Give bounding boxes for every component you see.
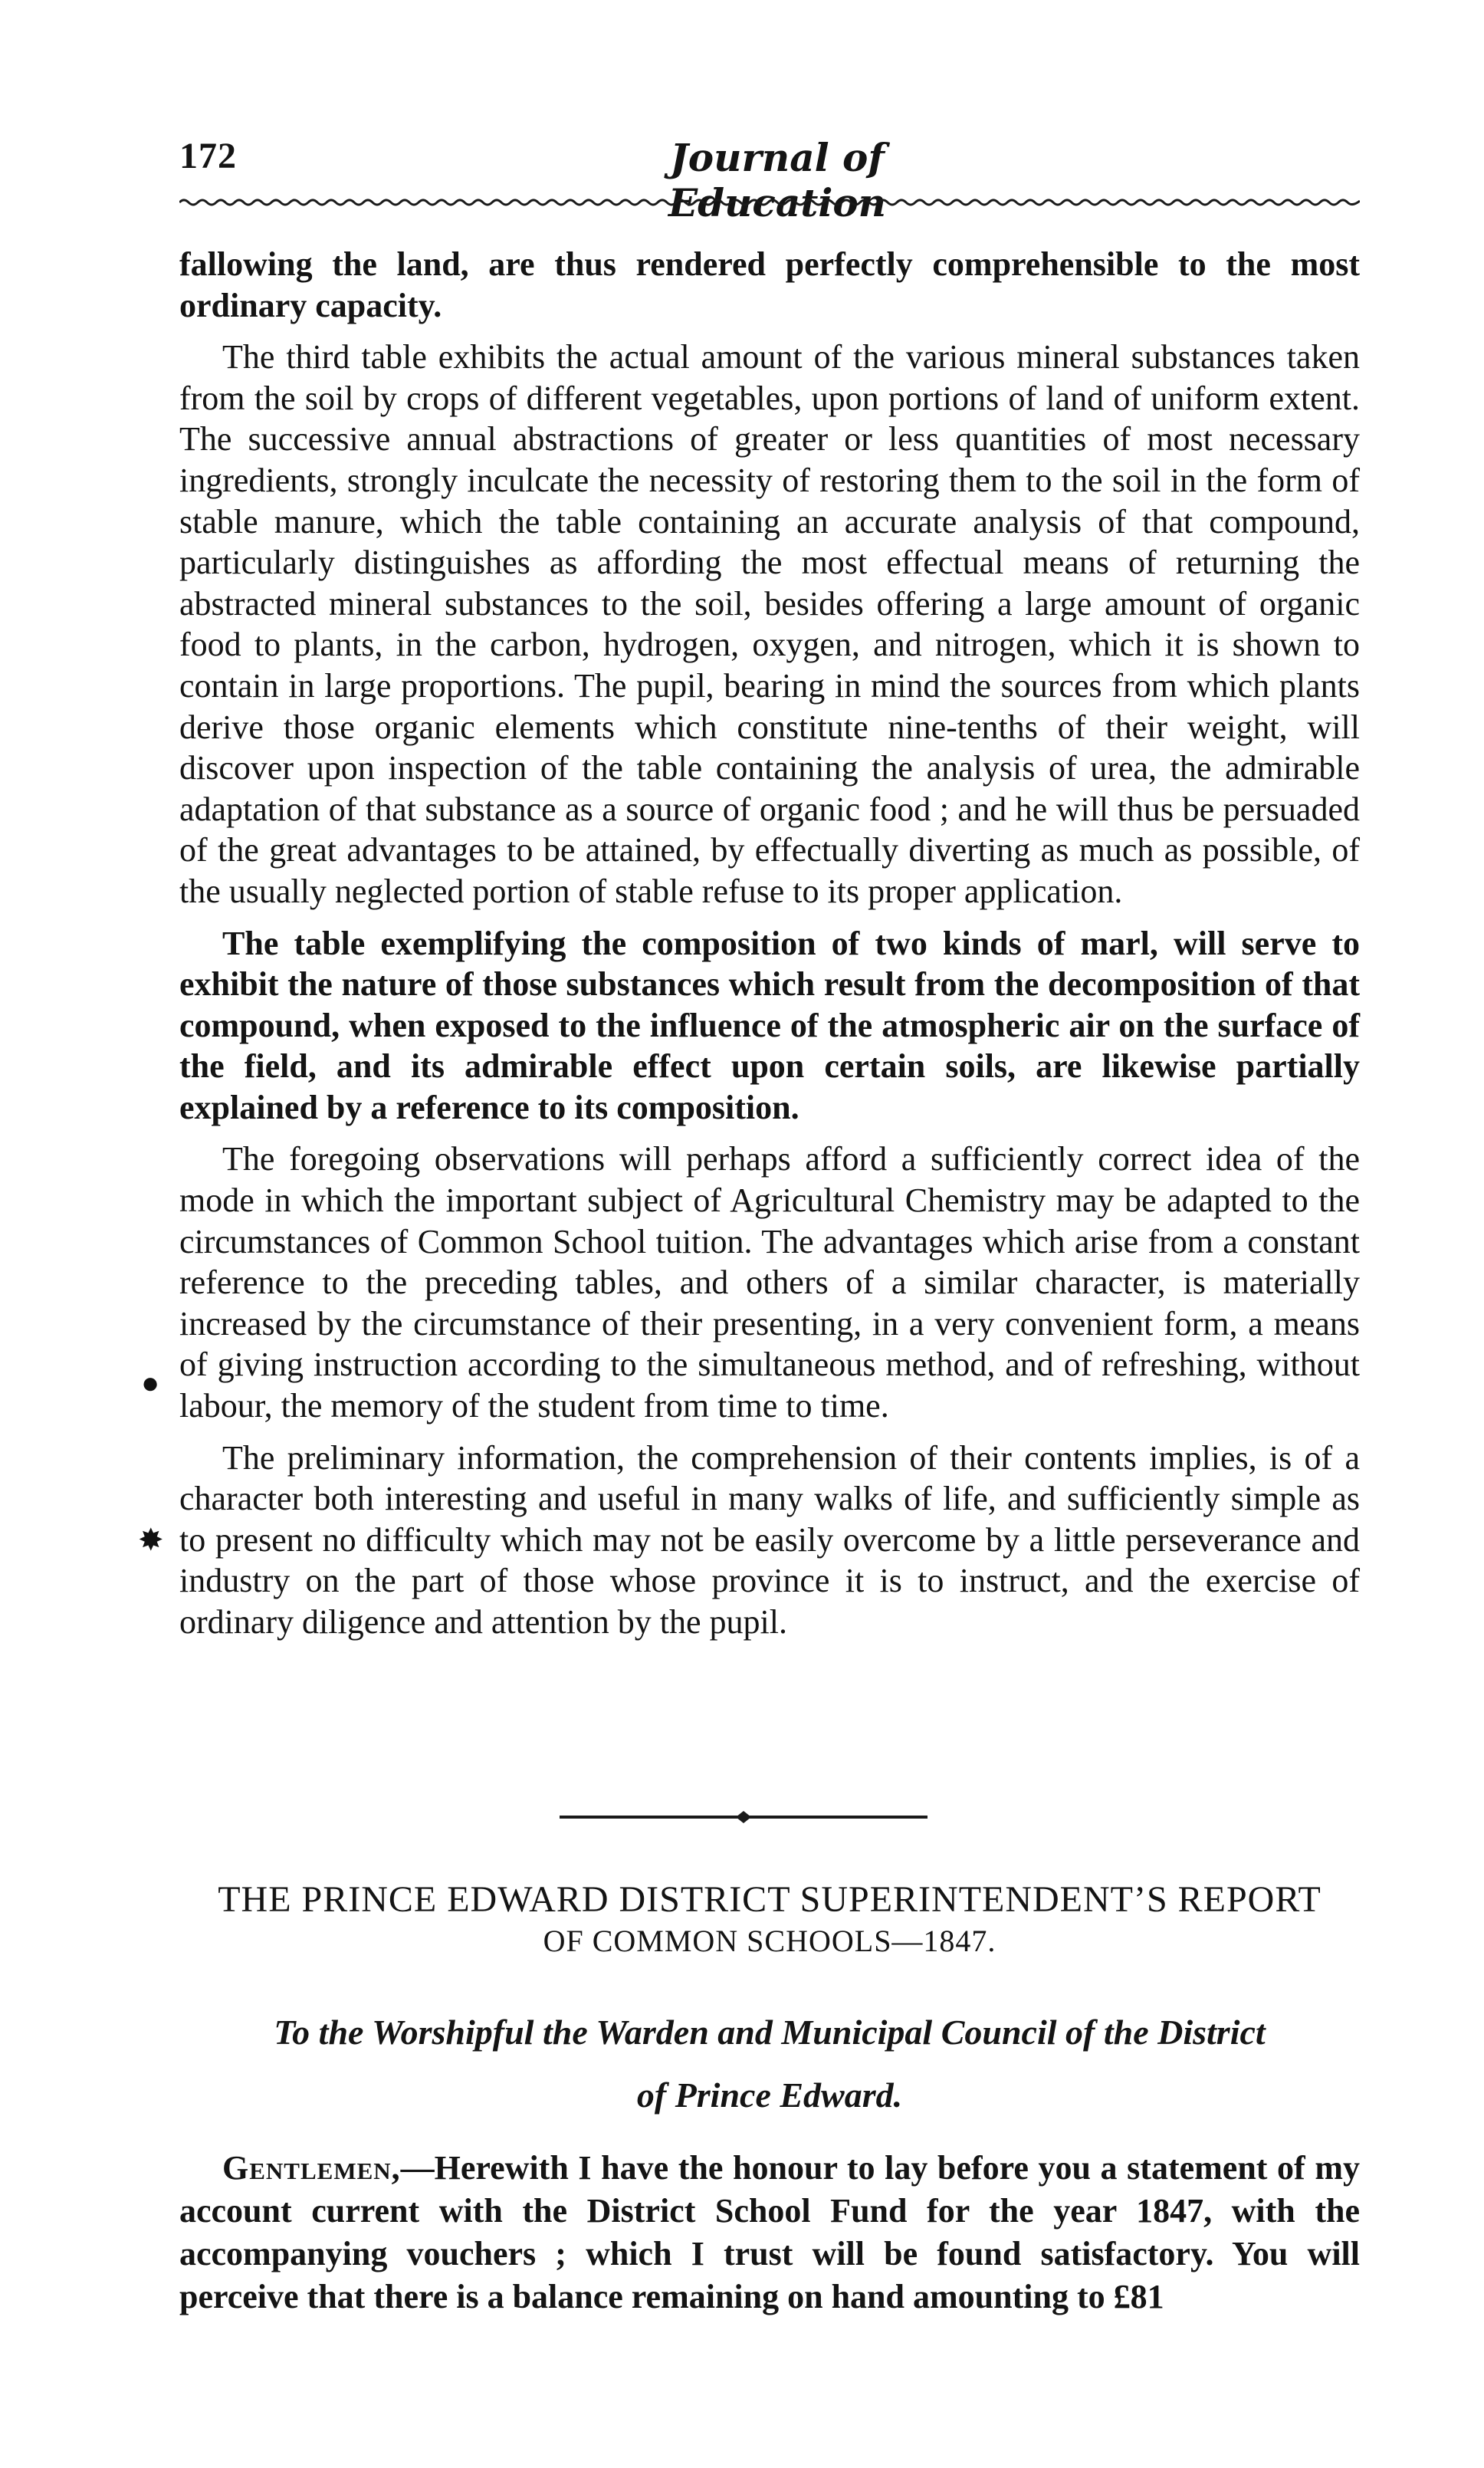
address-line-1: To the Worshipful the Warden and Municipal Council of the District [274, 2013, 1266, 2052]
article-body [179, 244, 1360, 1643]
report-title: THE PRINCE EDWARD DISTRICT SUPERINTENDENT’S REPORT [218, 1879, 1321, 1920]
letter-text: —Herewith I have the honour to lay before you a statement of my account current with the District School Fund for the year 1847, with the accompanying vouchers ; which I trust will be found satisfactory. You will perceive that there is a balance remaining on hand amounting to £81 [179, 2149, 1360, 2315]
ornamental-divider [560, 1809, 927, 1825]
address-line-2: of Prince Edward. [636, 2075, 903, 2115]
report-heading [179, 1878, 1360, 1961]
report-subtitle: OF COMMON SCHOOLS—1847. [543, 1924, 996, 1958]
article-paragraph-2: The third table exhibits the actual amount of the various mineral substances taken from the soil by crops of different vegetables, upon portions of land of uniform extent. The successive annual abstractions of greater or less quantities of most necessary ingredients, strongly inculcate the necessity of restoring them to the soil in the form of stable manure, which the table containing an accurate analysis of that compound, particularly distinguishes as affording the most effectual means of returning the abstracted mineral substances to the soil, besides offering a large amount of organic food to plants, in the carbon, hydrogen, oxygen, and nitrogen, which it is shown to contain in large proportions. The pupil, bearing in mind the sources from which plants derive those organic elements which constitute nine-tenths of their weight, will discover upon inspection of the table containing the analysis of urea, the admirable adaptation of that substance as a source of organic food ; and he will thus be persuaded of the great advantages to be attained, by effectually diverting as much as possible, of the usually neglected portion of stable refuse to its proper application. [179, 338, 1360, 910]
running-head [179, 135, 1360, 225]
article-paragraph-1: fallowing the land, are thus rendered perfectly comprehensible to the most ordinary capacity. [179, 245, 1360, 324]
salutation: Gentlemen, [222, 2149, 401, 2187]
address-block [179, 2001, 1360, 2127]
article-paragraph-4: The foregoing observations will perhaps afford a sufficiently correct idea of the mode in which the important subject of Agricultural Chemistry may be adapted to the circumstances of Common School tuition. The advantages which arise from a constant reference to the preceding tables, and others of a similar character, is materially increased by the circumstance of their presenting, in a very convenient form, a means of giving instruction according to the simultaneous method, and of refreshing, without labour, the memory of the student from time to time. [179, 1140, 1360, 1425]
letter-body [179, 2147, 1360, 2318]
article-paragraph-5: The preliminary information, the comprehension of their contents implies, is of a character both interesting and useful in many walks of life, and sufficiently simple as to present no difficulty which may not be easily overcome by a little perseverance and industry on the part of those whose province it is to instruct, and the exercise of ordinary diligence and attention by the pupil. [179, 1438, 1360, 1641]
page-number: 172 [179, 136, 237, 176]
letter-paragraph [179, 2147, 1360, 2318]
article-paragraph-3: The table exemplifying the composition of two kinds of marl, will serve to exhibit the nature of those substances which result from the decomposition of that compound, when exposed to the influence of the atmospheric air on the surface of the field, and its admirable effect upon certain soils, are likewise partially explained by a reference to its composition. [179, 924, 1360, 1126]
journal-title: Journal of Education [668, 135, 887, 225]
margin-ink-blot: ✸ [138, 1523, 164, 1557]
wavy-rule-divider [179, 196, 1360, 212]
margin-ink-spot: ● [141, 1365, 160, 1400]
